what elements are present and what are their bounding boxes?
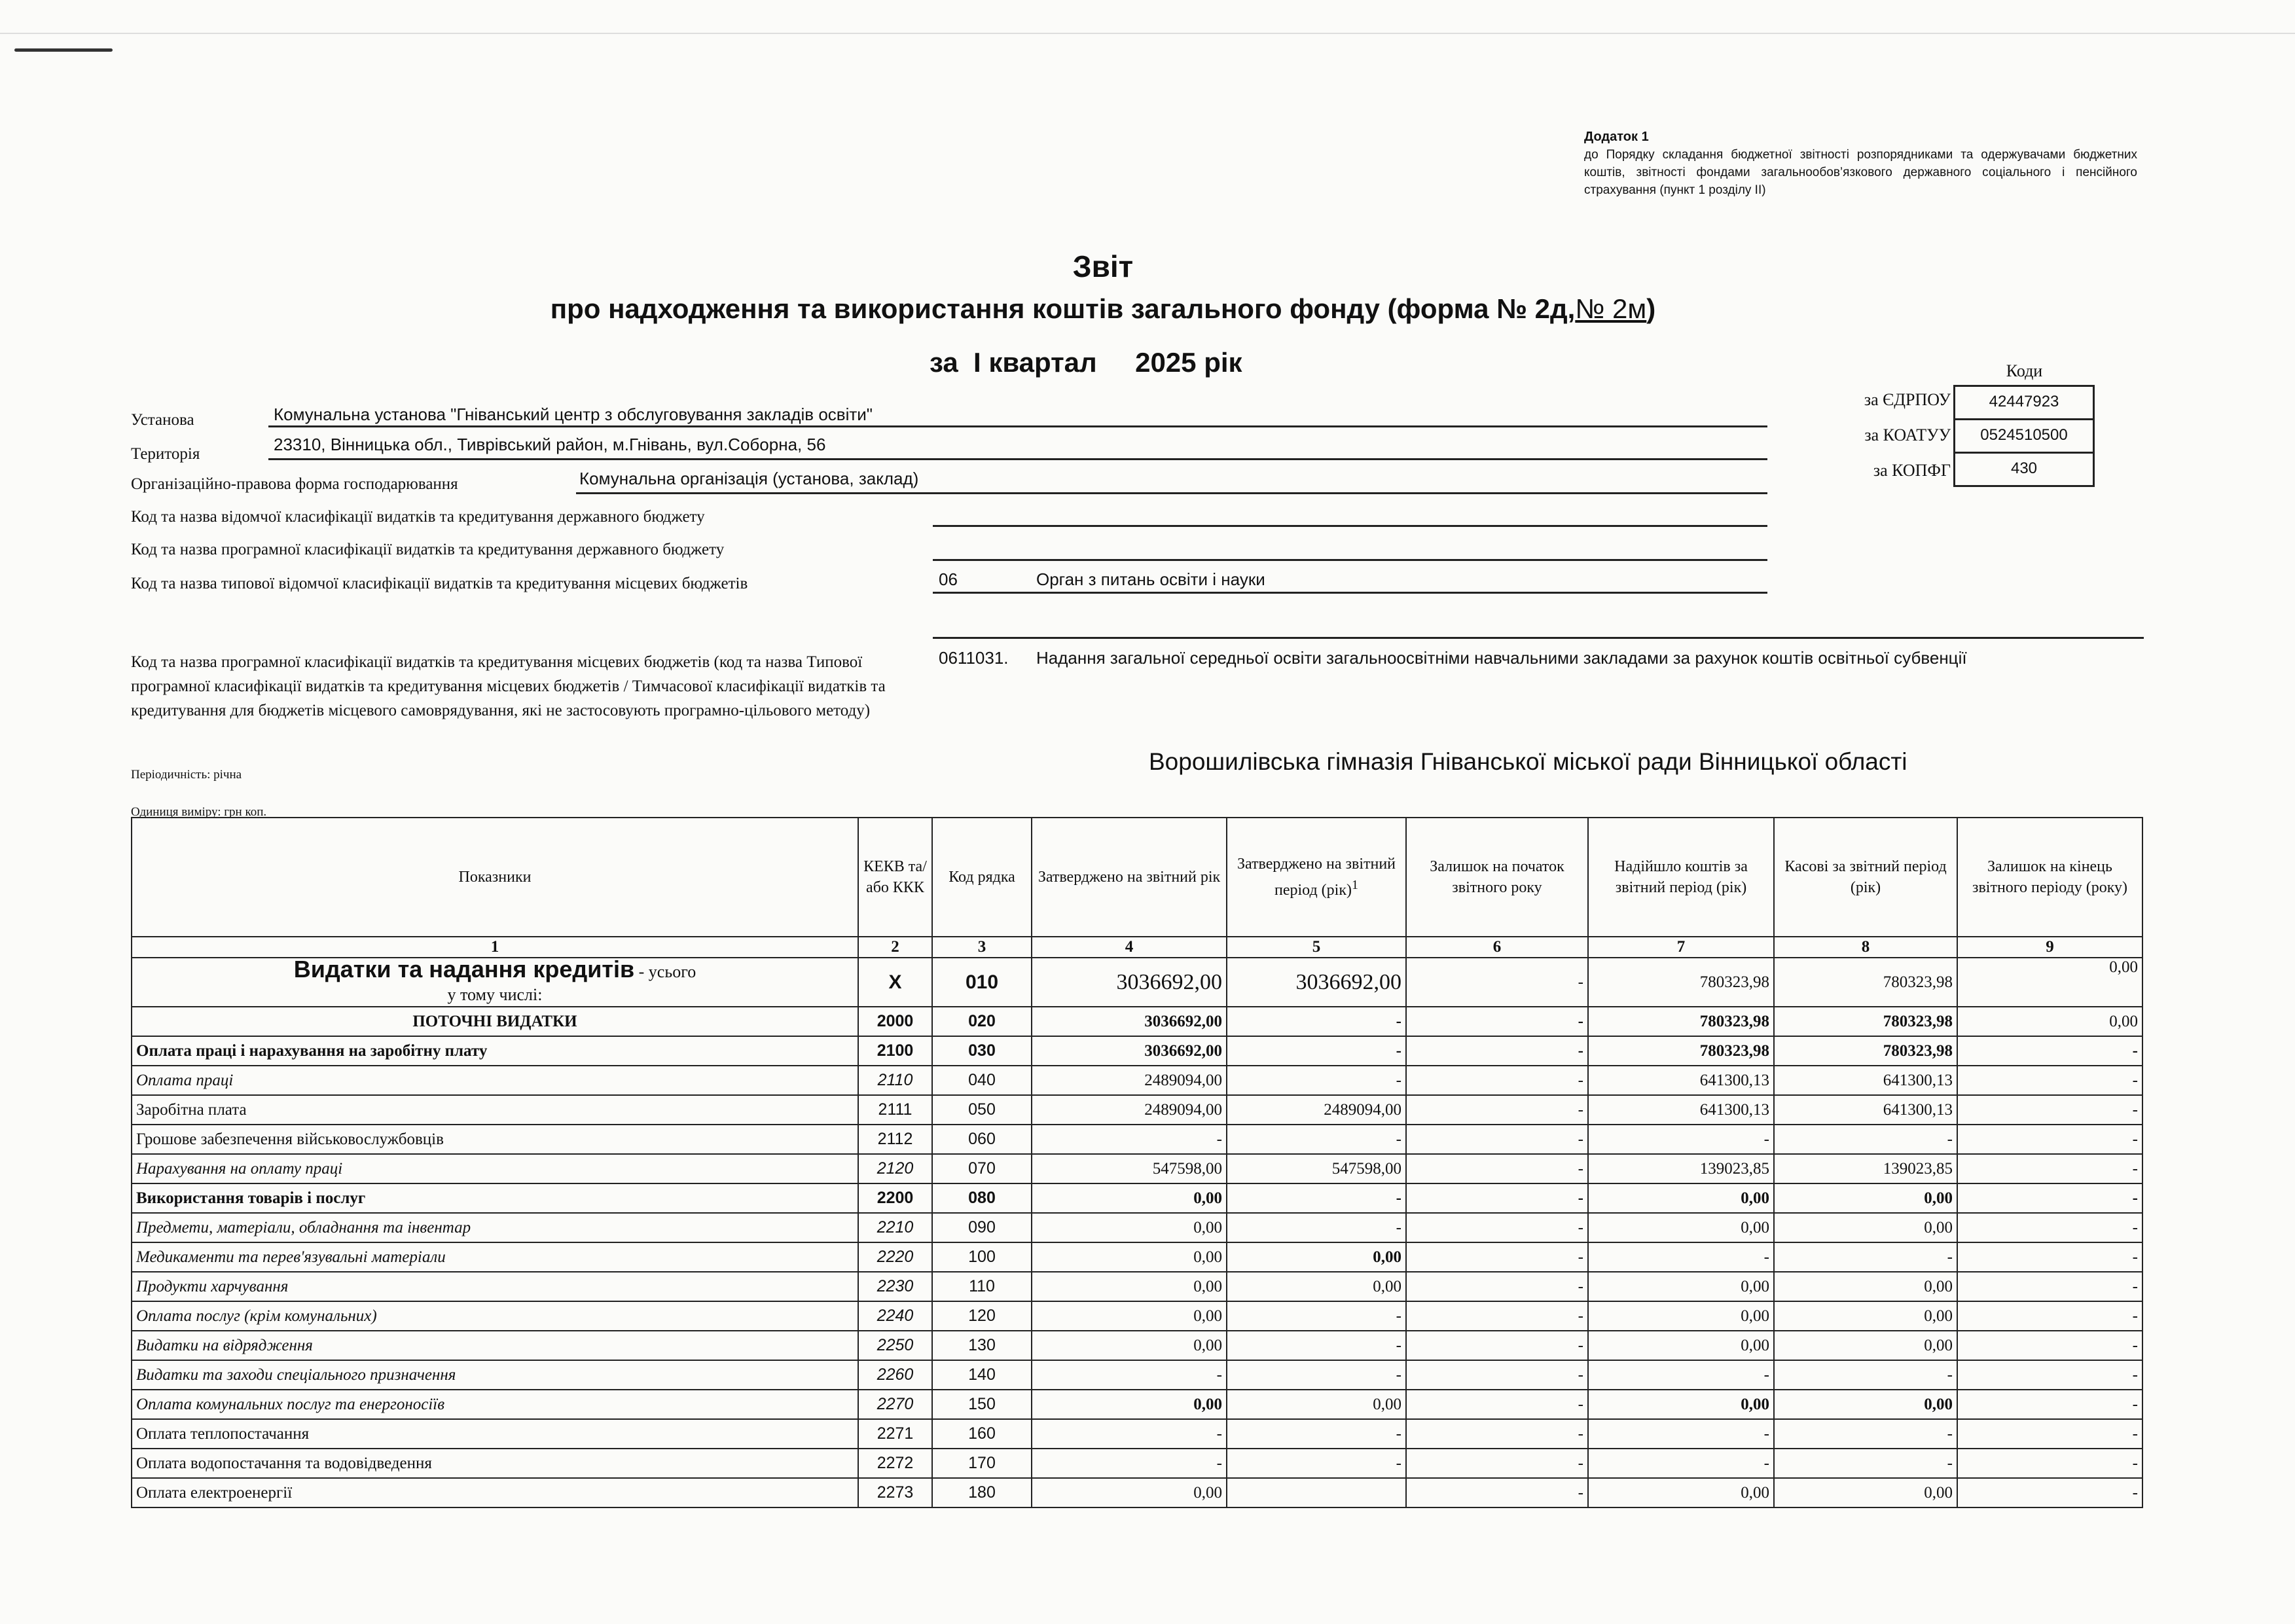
typical-dept-code: 06 (939, 569, 958, 589)
row-approved-period: 0,00 (1227, 1272, 1406, 1301)
row-received: 0,00 (1588, 1331, 1774, 1360)
row-received: - (1588, 1419, 1774, 1449)
row-code: 120 (932, 1301, 1032, 1331)
row-kekv: 2220 (858, 1242, 932, 1272)
col-header-approved-year: Затверджено на звітний рік (1032, 818, 1227, 937)
row-kekv: 2273 (858, 1478, 932, 1507)
row-name: Використання товарів і послуг (132, 1183, 858, 1213)
row-approved-period: 2489094,00 (1227, 1095, 1406, 1125)
row-received: - (1588, 1125, 1774, 1154)
row-approved-year: 2489094,00 (1032, 1066, 1227, 1095)
col-header-balance-start: Залишок на початок звітного року (1406, 818, 1588, 937)
row-code: 060 (932, 1125, 1032, 1154)
row-balance-end: - (1957, 1242, 2142, 1272)
row-approved-period: - (1227, 1449, 1406, 1478)
local-prog-label: Код та назва програмної класифікації видатків та кредитування місцевих бюджетів (код та назва Типової програмної класифікації видатків та кредитування місцевих бюджетів / Тимчасової класифікації видатків та кредитування для бюджетів місцевого самоврядування, які не застосовують програмно-цільового методу) (131, 653, 886, 719)
typical-dept-name: Орган з питань освіти і науки (1036, 569, 1265, 589)
row-kekv: 2200 (858, 1183, 932, 1213)
table-row (132, 1301, 2142, 1331)
row-approved-year: - (1032, 1360, 1227, 1390)
table-row (132, 1419, 2142, 1449)
report-subtitle (0, 293, 2206, 325)
row-code: 100 (932, 1242, 1032, 1272)
prog-class-underline (933, 559, 1767, 561)
report-table (131, 817, 2143, 1508)
row-name: Нарахування на оплату праці (132, 1154, 858, 1183)
table-row (132, 1331, 2142, 1360)
row-balance-end: - (1957, 1360, 2142, 1390)
table-row (132, 1478, 2142, 1507)
row-kekv: 2270 (858, 1390, 932, 1419)
row-kekv: 2271 (858, 1419, 932, 1449)
row-received: 139023,85 (1588, 1154, 1774, 1183)
row-kekv: 2260 (858, 1360, 932, 1390)
row-kekv: X (858, 958, 932, 1007)
row-name: Медикаменти та перев'язувальні матеріали (132, 1242, 858, 1272)
typical-dept-underline (933, 592, 1767, 594)
row-name: Оплата праці і нарахування на заробітну плату (132, 1036, 858, 1066)
table-row (132, 1154, 2142, 1183)
col-number: 7 (1588, 937, 1774, 958)
report-title: Звіт (1072, 249, 1134, 283)
row-received: - (1588, 1360, 1774, 1390)
kopfg-label: за КОПФГ (1873, 461, 1951, 480)
row-kekv: 2112 (858, 1125, 932, 1154)
org-form-value: Комунальна організація (установа, заклад) (579, 469, 919, 488)
row-balance-start: - (1406, 1095, 1588, 1125)
edrpou-code: 42447923 (1953, 385, 2095, 420)
row-received: 780323,98 (1588, 1036, 1774, 1066)
row-kekv: 2240 (858, 1301, 932, 1331)
org-form-label: Організаційно-правова форма господарювання (131, 475, 458, 493)
col-header-received: Надійшло коштів за звітний період (рік) (1588, 818, 1774, 937)
row-balance-end: - (1957, 1066, 2142, 1095)
table-row (132, 1066, 2142, 1095)
row-balance-start: - (1406, 1036, 1588, 1066)
row-received: 0,00 (1588, 1213, 1774, 1242)
row-code: 090 (932, 1213, 1032, 1242)
dept-class-underline (933, 525, 1767, 527)
dept-class-label: Код та назва відомчої класифікації видатків та кредитування державного бюджету (131, 508, 705, 526)
col-number: 6 (1406, 937, 1588, 958)
row-balance-end: 0,00 (1957, 958, 2142, 1007)
row-balance-start: - (1406, 1272, 1588, 1301)
appendix-note (1584, 128, 2137, 199)
row-approved-year: 0,00 (1032, 1478, 1227, 1507)
row-balance-start: - (1406, 1125, 1588, 1154)
col-number: 9 (1957, 937, 2142, 958)
row-received: 0,00 (1588, 1478, 1774, 1507)
row-received: 641300,13 (1588, 1095, 1774, 1125)
row-approved-period: 547598,00 (1227, 1154, 1406, 1183)
scan-mark (14, 48, 113, 52)
row-balance-end: - (1957, 1036, 2142, 1066)
row-approved-period (1227, 1478, 1406, 1507)
row-balance-end: - (1957, 1183, 2142, 1213)
col-header-indicators: Показники (132, 818, 858, 937)
column-numbers-row (132, 937, 2142, 958)
page-top-edge (0, 33, 2295, 34)
territory-value: 23310, Вінницька обл., Тиврівський район, м.Гнівань, вул.Соборна, 56 (274, 435, 826, 454)
table-row (132, 1036, 2142, 1066)
row-approved-period: - (1227, 1301, 1406, 1331)
typical-dept-label: Код та назва типової відомчої класифікації видатків та кредитування місцевих бюджетів (131, 575, 748, 592)
row-balance-end: - (1957, 1390, 2142, 1419)
row-code: 030 (932, 1036, 1032, 1066)
col-number: 4 (1032, 937, 1227, 958)
footnote-marker: 1 (1352, 878, 1358, 892)
territory-underline (268, 458, 1767, 460)
row-cash: 780323,98 (1774, 958, 1957, 1007)
row-code: 140 (932, 1360, 1032, 1390)
row-received: 0,00 (1588, 1390, 1774, 1419)
row-received: 780323,98 (1588, 1007, 1774, 1036)
table-row (132, 1272, 2142, 1301)
row-code: 050 (932, 1095, 1032, 1125)
row-approved-year: 0,00 (1032, 1213, 1227, 1242)
row-approved-year: 0,00 (1032, 1390, 1227, 1419)
row-approved-year: - (1032, 1125, 1227, 1154)
period-year: 2025 рік (1135, 347, 1242, 378)
row-approved-year: 3036692,00 (1032, 1007, 1227, 1036)
row-cash: 780323,98 (1774, 1036, 1957, 1066)
col-header-row-code: Код рядка (932, 818, 1032, 937)
report-period (930, 347, 1242, 378)
row-balance-start: - (1406, 1390, 1588, 1419)
row-name: Оплата праці (132, 1066, 858, 1095)
row-cash: 0,00 (1774, 1213, 1957, 1242)
row-received: 0,00 (1588, 1183, 1774, 1213)
periodicity: Періодичність: річна (131, 768, 242, 782)
koatuu-label: за КОАТУУ (1864, 425, 1951, 444)
local-prog-topline (933, 637, 2144, 639)
row-approved-period: - (1227, 1125, 1406, 1154)
row-name: Грошове забезпечення військовослужбовців (132, 1125, 858, 1154)
row-balance-end: - (1957, 1125, 2142, 1154)
row-approved-period: 0,00 (1227, 1390, 1406, 1419)
row-cash: - (1774, 1360, 1957, 1390)
row-code: 070 (932, 1154, 1032, 1183)
total-suffix: - усього (634, 962, 696, 981)
row-balance-start: - (1406, 1242, 1588, 1272)
row-name (132, 958, 858, 1007)
row-balance-end: - (1957, 1449, 2142, 1478)
table-row (132, 1242, 2142, 1272)
row-balance-start: - (1406, 1449, 1588, 1478)
row-balance-end: - (1957, 1154, 2142, 1183)
table-row (132, 1360, 2142, 1390)
row-balance-start: - (1406, 1419, 1588, 1449)
appendix-text: до Порядку складання бюджетної звітності розпорядниками та одержувачами бюджетних коштів, звітності фондами загальнообов’язкового державного соціального і пенсійного страхування (пункт 1 розділу ІІ) (1584, 148, 2137, 197)
edrpou-label: за ЄДРПОУ (1864, 390, 1951, 409)
row-balance-start: - (1406, 1183, 1588, 1213)
row-code: 020 (932, 1007, 1032, 1036)
local-prog-code: 0611031. (939, 648, 1009, 668)
org-form-underline (576, 492, 1767, 494)
row-balance-end: - (1957, 1272, 2142, 1301)
row-balance-start: - (1406, 1066, 1588, 1095)
row-balance-start: - (1406, 1478, 1588, 1507)
row-cash: - (1774, 1419, 1957, 1449)
row-code: 080 (932, 1183, 1032, 1213)
row-cash: 641300,13 (1774, 1095, 1957, 1125)
row-approved-year: 0,00 (1032, 1331, 1227, 1360)
row-kekv: 2210 (858, 1213, 932, 1242)
row-received: 780323,98 (1588, 958, 1774, 1007)
row-cash: - (1774, 1449, 1957, 1478)
row-approved-year: - (1032, 1449, 1227, 1478)
row-received: 0,00 (1588, 1301, 1774, 1331)
row-kekv: 2272 (858, 1449, 932, 1478)
row-kekv: 2111 (858, 1095, 932, 1125)
row-cash: - (1774, 1242, 1957, 1272)
table-row (132, 1095, 2142, 1125)
row-approved-period: - (1227, 1331, 1406, 1360)
row-cash: 0,00 (1774, 1478, 1957, 1507)
row-kekv: 2110 (858, 1066, 932, 1095)
col-number: 1 (132, 937, 858, 958)
row-code: 040 (932, 1066, 1032, 1095)
row-kekv: 2100 (858, 1036, 932, 1066)
row-name: Оплата комунальних послуг та енергоносіїв (132, 1390, 858, 1419)
row-approved-period: 3036692,00 (1227, 958, 1406, 1007)
row-received: - (1588, 1449, 1774, 1478)
row-kekv: 2250 (858, 1331, 932, 1360)
table-row (132, 1125, 2142, 1154)
row-cash: - (1774, 1125, 1957, 1154)
row-balance-end: - (1957, 1331, 2142, 1360)
row-code: 010 (932, 958, 1032, 1007)
koatuu-code: 0524510500 (1953, 418, 2095, 454)
row-cash: 641300,13 (1774, 1066, 1957, 1095)
form-number: № 2м (1575, 293, 1647, 324)
row-balance-start: - (1406, 958, 1588, 1007)
row-name: Оплата послуг (крім комунальних) (132, 1301, 858, 1331)
row-approved-period: - (1227, 1419, 1406, 1449)
unit: Одиниця виміру: грн коп. (131, 805, 267, 819)
report-subtitle-text: про надходження та використання коштів загального фонду (форма № 2д, (550, 293, 1576, 324)
row-approved-year: 3036692,00 (1032, 958, 1227, 1007)
row-approved-period: 0,00 (1227, 1242, 1406, 1272)
row-name: Оплата водопостачання та водовідведення (132, 1449, 858, 1478)
col-number: 8 (1774, 937, 1957, 958)
col-number: 3 (932, 937, 1032, 958)
row-balance-end: - (1957, 1301, 2142, 1331)
row-code: 110 (932, 1272, 1032, 1301)
row-cash: 0,00 (1774, 1272, 1957, 1301)
table-row (132, 1213, 2142, 1242)
row-approved-year: 0,00 (1032, 1272, 1227, 1301)
row-name: Продукти харчування (132, 1272, 858, 1301)
row-name: Оплата електроенергії (132, 1478, 858, 1507)
row-balance-end: - (1957, 1478, 2142, 1507)
row-balance-end: - (1957, 1095, 2142, 1125)
row-code: 170 (932, 1449, 1032, 1478)
row-balance-start: - (1406, 1301, 1588, 1331)
row-approved-period: - (1227, 1183, 1406, 1213)
appendix-title: Додаток 1 (1584, 130, 1649, 144)
row-code: 150 (932, 1390, 1032, 1419)
row-code: 160 (932, 1419, 1032, 1449)
row-cash: 139023,85 (1774, 1154, 1957, 1183)
row-approved-year: 0,00 (1032, 1242, 1227, 1272)
report-subtitle-end: ) (1646, 293, 1656, 324)
table-row (132, 1390, 2142, 1419)
institution-value: Комунальна установа "Гніванський центр з обслуговування закладів освіти" (274, 405, 873, 424)
row-name: Видатки та заходи спеціального призначення (132, 1360, 858, 1390)
row-approved-year: - (1032, 1419, 1227, 1449)
table-row (132, 1007, 2142, 1036)
row-cash: 780323,98 (1774, 1007, 1957, 1036)
row-approved-period: - (1227, 1360, 1406, 1390)
row-approved-period: - (1227, 1007, 1406, 1036)
row-balance-end: - (1957, 1419, 2142, 1449)
total-name: Видатки та надання кредитів (293, 958, 635, 983)
row-name: Предмети, матеріали, обладнання та інвентар (132, 1213, 858, 1242)
row-code: 130 (932, 1331, 1032, 1360)
row-kekv: 2230 (858, 1272, 932, 1301)
institution-label: Установа (131, 411, 194, 429)
col-number: 5 (1227, 937, 1406, 958)
row-name: Видатки на відрядження (132, 1331, 858, 1360)
row-approved-year: 0,00 (1032, 1301, 1227, 1331)
territory-label: Територія (131, 445, 200, 463)
row-kekv: 2000 (858, 1007, 932, 1036)
col-header-approved-period-text: Затверджено на звітний період (рік) (1237, 856, 1396, 899)
col-header-cash: Касові за звітний період (рік) (1774, 818, 1957, 937)
row-received: 0,00 (1588, 1272, 1774, 1301)
row-balance-start: - (1406, 1154, 1588, 1183)
prog-class-label: Код та назва програмної класифікації видатків та кредитування державного бюджету (131, 541, 725, 558)
row-name: Заробітна плата (132, 1095, 858, 1125)
row-approved-year: 0,00 (1032, 1183, 1227, 1213)
table-row (132, 1183, 2142, 1213)
row-approved-period: - (1227, 1036, 1406, 1066)
row-approved-year: 2489094,00 (1032, 1095, 1227, 1125)
row-balance-start: - (1406, 1331, 1588, 1360)
table-header-row (132, 818, 2142, 937)
kopfg-code: 430 (1953, 452, 2095, 487)
row-balance-start: - (1406, 1213, 1588, 1242)
row-kekv: 2120 (858, 1154, 932, 1183)
row-approved-period: - (1227, 1213, 1406, 1242)
row-approved-year: 3036692,00 (1032, 1036, 1227, 1066)
col-number: 2 (858, 937, 932, 958)
row-name: ПОТОЧНІ ВИДАТКИ (132, 1007, 858, 1036)
row-cash: 0,00 (1774, 1390, 1957, 1419)
row-approved-year: 547598,00 (1032, 1154, 1227, 1183)
school-name: Ворошилівська гімназія Гніванської міської ради Вінницької області (1149, 748, 1907, 775)
row-code: 180 (932, 1478, 1032, 1507)
codes-header: Коди (2006, 361, 2043, 380)
institution-underline (268, 425, 1767, 427)
row-balance-end: 0,00 (1957, 1007, 2142, 1036)
row-cash: 0,00 (1774, 1331, 1957, 1360)
col-header-approved-period (1227, 818, 1406, 937)
col-header-kekv: КЕКВ та/або ККК (858, 818, 932, 937)
row-cash: 0,00 (1774, 1183, 1957, 1213)
row-received: - (1588, 1242, 1774, 1272)
col-header-balance-end: Залишок на кінець звітного періоду (року) (1957, 818, 2142, 937)
local-prog-name: Надання загальної середньої освіти загальноосвітніми навчальними закладами за рахунок коштів освітньої субвенції (1036, 648, 1967, 668)
row-balance-end: - (1957, 1213, 2142, 1242)
row-received: 641300,13 (1588, 1066, 1774, 1095)
row-name: Оплата теплопостачання (132, 1419, 858, 1449)
table-row (132, 1449, 2142, 1478)
period-value: І квартал (973, 347, 1097, 378)
row-cash: 0,00 (1774, 1301, 1957, 1331)
row-balance-start: - (1406, 1007, 1588, 1036)
total-sub: у тому числі: (447, 985, 543, 1004)
period-prefix: за (930, 347, 958, 378)
table-row-total (132, 958, 2142, 1007)
row-balance-start: - (1406, 1360, 1588, 1390)
row-approved-period: - (1227, 1066, 1406, 1095)
